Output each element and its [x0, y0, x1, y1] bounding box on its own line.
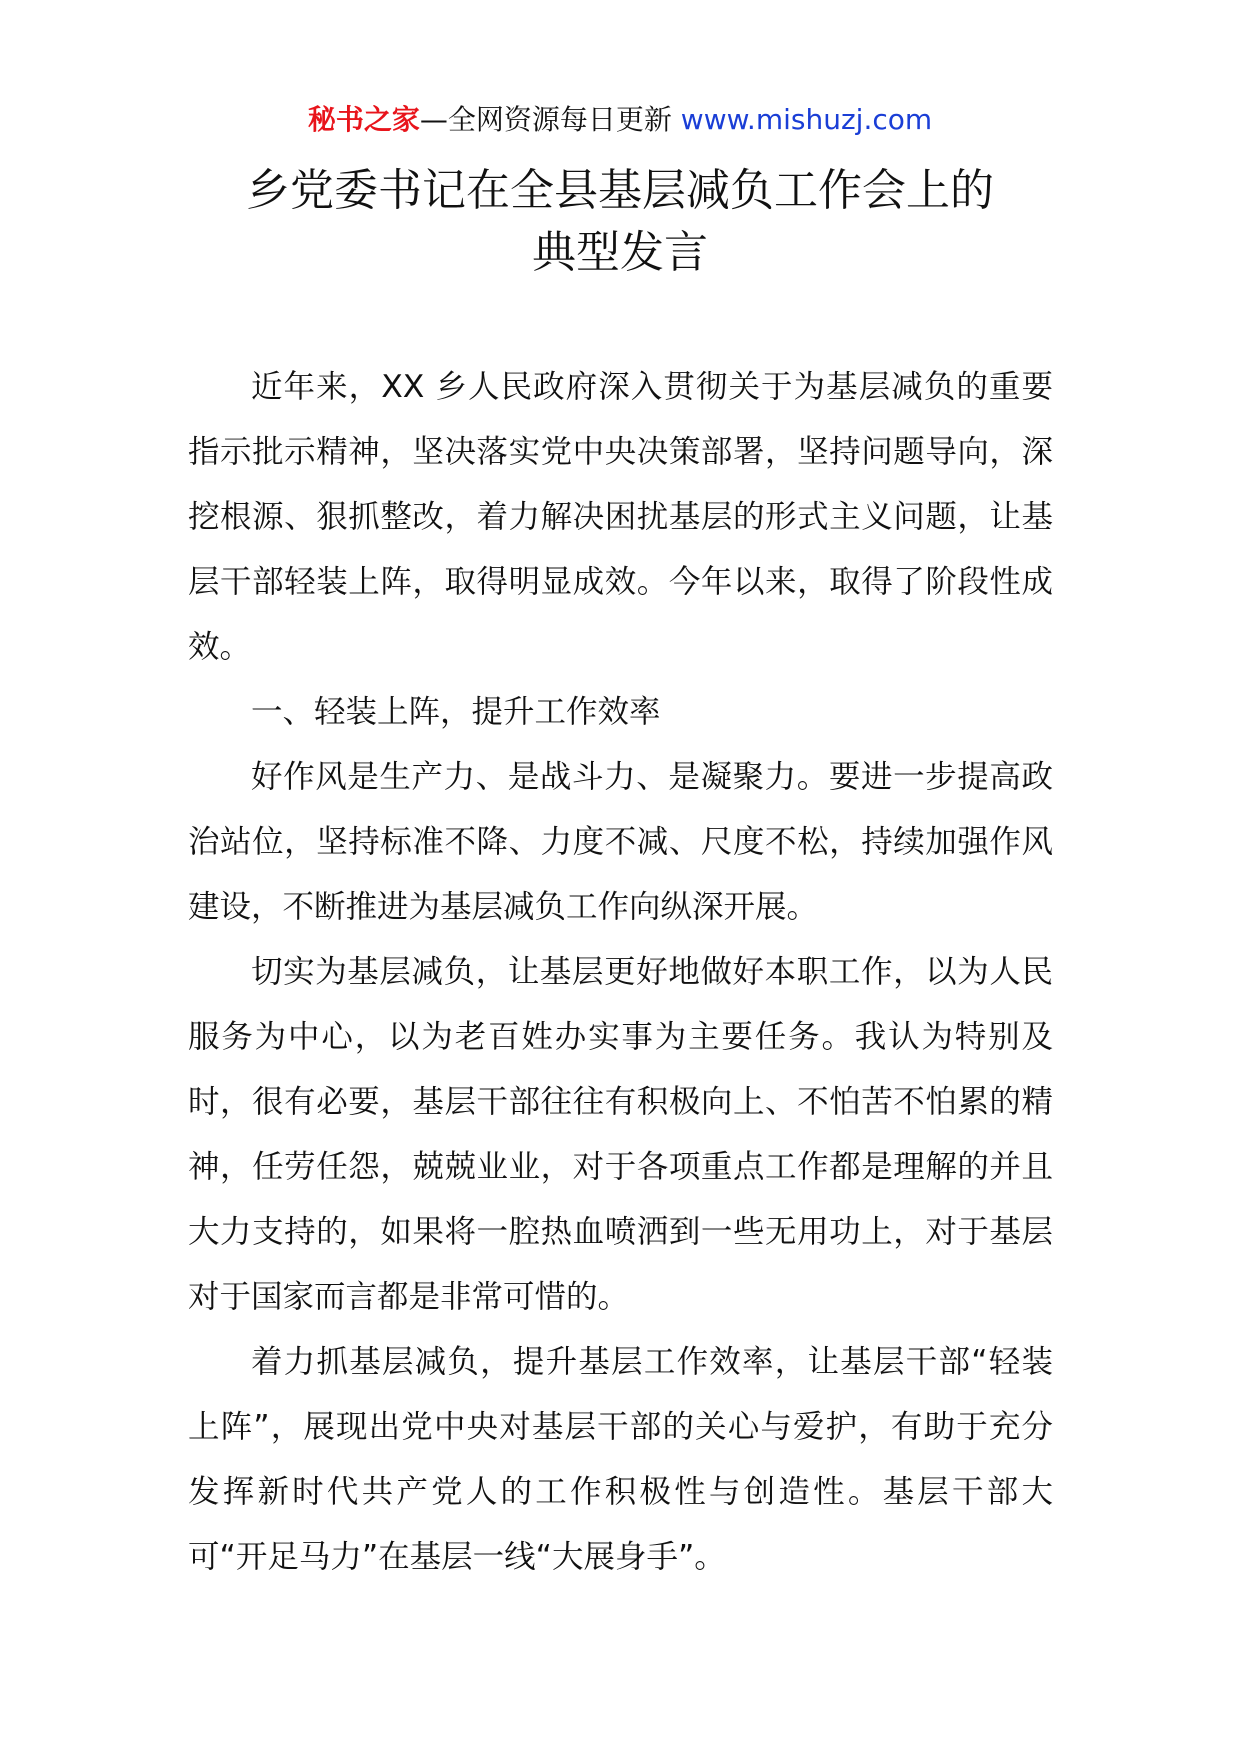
site-brand: 秘书之家 [307, 103, 420, 136]
section-heading-1: 一、轻装上阵，提升工作效率 [251, 694, 661, 730]
paragraph-reduce-burden: 切实为基层减负，让基层更好地做好本职工作，以为人民服务为中心，以为老百姓办实事为主要任务。我认为特别及时，很有必要，基层干部往往有积极向上、不怕苦不怕累的精神，任劳任怨，兢兢业业，对于各项重点工作都是理解的并且大力支持的，如果将一腔热血喷洒到一些无用功上，对于基层对于国家而言都是非常可惜的。 [188, 954, 1053, 1315]
site-header [0, 100, 1240, 140]
document-title-line-2: 典型发言 [532, 227, 708, 278]
paragraph-efficiency: 着力抓基层减负，提升基层工作效率，让基层干部“轻装上阵”，展现出党中央对基层干部的关心与爱护，有助于充分发挥新时代共产党人的工作积极性与创造性。基层干部大可“开足马力”在基层一线“大展身手”。 [188, 1344, 1053, 1575]
paragraph-work-style: 好作风是生产力、是战斗力、是凝聚力。要进一步提高政治站位，坚持标准不降、力度不减、尺度不松，持续加强作风建设，不断推进为基层减负工作向纵深开展。 [188, 759, 1053, 925]
site-slogan: —全网资源每日更新 [419, 103, 672, 136]
paragraph-intro: 近年来，XX 乡人民政府深入贯彻关于为基层减负的重要指示批示精神，坚决落实党中央决策部署，坚持问题导向，深挖根源、狠抓整改，着力解决困扰基层的形式主义问题，让基层干部轻装上阵，取得明显成效。今年以来，取得了阶段性成效。 [188, 369, 1053, 665]
site-url-link[interactable]: www.mishuzj.com [680, 103, 933, 136]
document-body [188, 355, 1053, 1590]
document-title [0, 160, 1240, 284]
document-title-line-1: 乡党委书记在全县基层减负工作会上的 [246, 165, 994, 216]
